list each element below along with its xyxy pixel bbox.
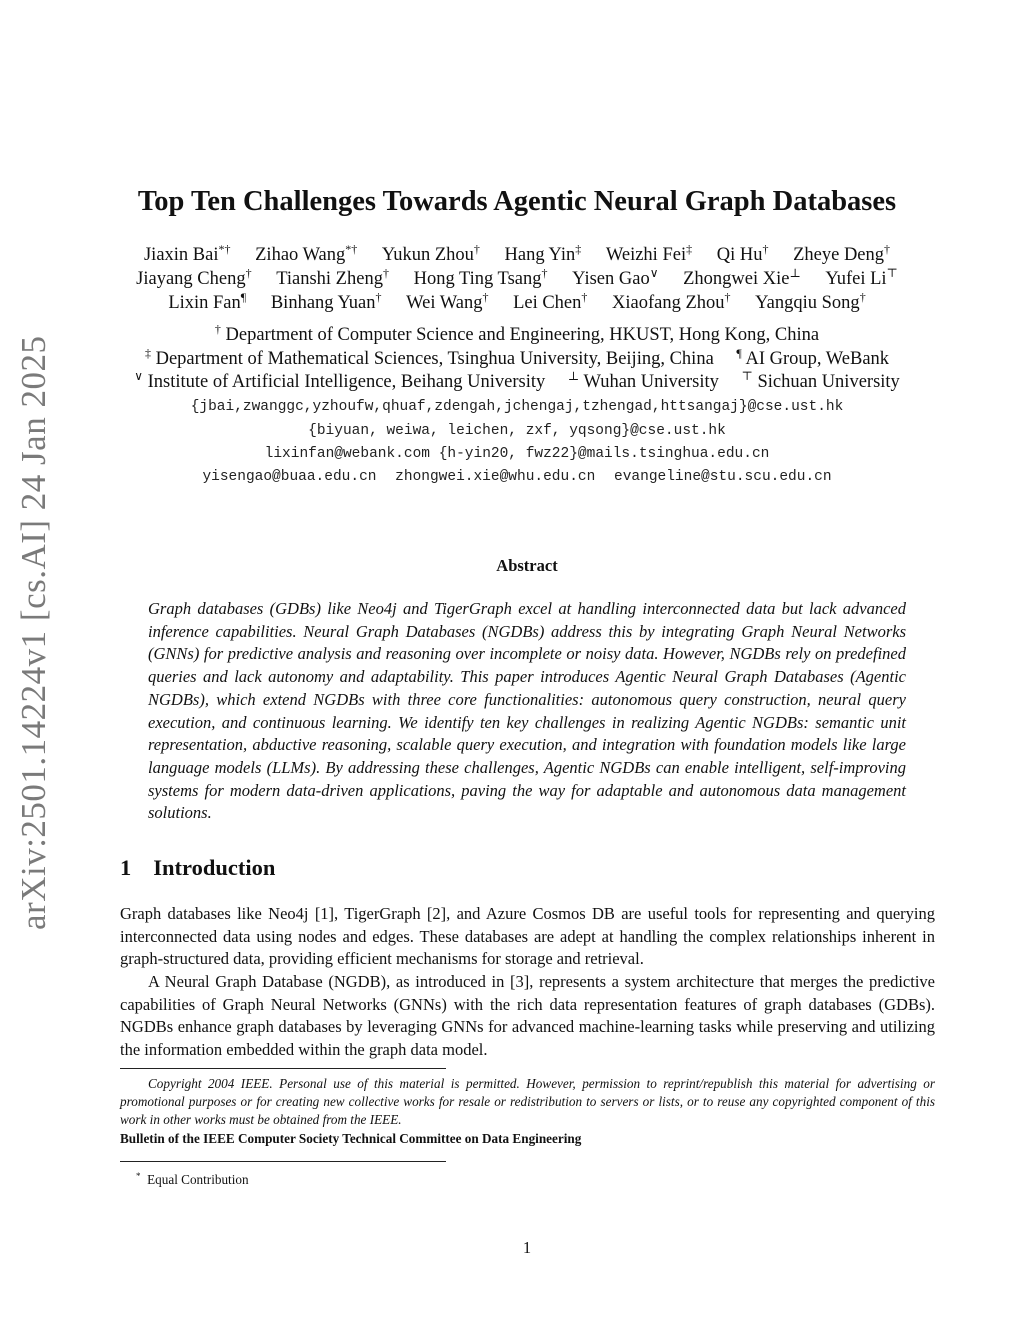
email-address: zhongwei.xie@whu.edu.cn [395,469,596,485]
body-paragraph: A Neural Graph Database (NGDB), as introduced in [3], represents a system architecture that merges the predictive capabilities of Graph Neural Networks (GNNs) with the rich data representation features of graph databases (GDBs). NGDBs enhance graph databases by leveraging GNNs for advanced machine-learning tasks while preserving and utilizing the information embedded within the graph data model. [120,972,935,1060]
author: Yangqiu Song† [755,290,866,313]
section-heading [120,855,275,881]
author: Lei Chen† [513,290,588,313]
author: Yisen Gao∨ [572,266,659,289]
email-address: lixinfan@webank.com [264,446,430,462]
author: Weizhi Fei‡ [605,242,693,265]
author: Hang Yin‡ [504,242,582,265]
author: Lixin Fan¶ [168,290,247,313]
author: Zheye Deng† [793,242,891,265]
author: Yukun Zhou† [381,242,480,265]
copyright-notice: Copyright 2004 IEEE. Personal use of this material is permitted. However, permission to reprint/republish this material for advertising or promotional purposes or for creating new collective works for resale or redistribution to servers or lists, or to reuse any copyrighted component of this work in other works must be obtained from the IEEE. [120,1076,935,1127]
email-address: {h-yin20, fwz22}@mails.tsinghua.edu.cn [438,446,770,462]
affiliation: ∨ Institute of Artificial Intelligence, Beihang University [134,369,546,392]
affiliation: ¶ AI Group, WeBank [736,346,890,369]
footnote: * Equal Contribution [136,1171,249,1187]
author: Hong Ting Tsang† [413,266,548,289]
author: Wei Wang† [406,290,489,313]
section-title: Introduction [153,855,276,880]
author: Jiayang Cheng† [136,266,252,289]
author: Qi Hu† [716,242,769,265]
abstract-heading: Abstract [496,556,558,575]
affiliation-line [100,322,934,346]
page-number: 1 [522,1238,532,1257]
email-address: {jbai,zwanggc,yzhoufw,qhuaf,zdengah,jchengaj,tzhengad,httsangaj}@cse.ust.hk [190,399,844,415]
email-line [100,469,934,485]
author-line [100,267,934,292]
affiliation-line [100,369,934,393]
email-address: evangeline@stu.scu.edu.cn [614,469,832,485]
author-line [100,243,934,268]
author: Zihao Wang*† [255,242,358,265]
email-address: yisengao@buaa.edu.cn [202,469,377,485]
affiliation: ‡ Department of Mathematical Sciences, Tsinghua University, Beijing, China [144,346,714,369]
author: Xiaofang Zhou† [612,290,731,313]
affiliation: ⊥ Wuhan University [567,369,719,392]
author: Binhang Yuan† [270,290,382,313]
email-line [100,446,934,462]
author: Jiaxin Bai*† [143,242,231,265]
affiliation: ⊤ Sichuan University [741,369,900,392]
affiliation-line [100,346,934,370]
author-line [100,291,934,316]
abstract-text: Graph databases (GDBs) like Neo4j and TigerGraph excel at handling interconnected data but lack advanced inference capabilities. Neural Graph Databases (NGDBs) address this by integrating Graph Neural Networks (GNNs) for predictive analysis and reasoning over incomplete or noisy data. However, NGDBs rely on predefined queries and lack autonomy and adaptability. This paper introduces Agentic Neural Graph Databases (Agentic NGDBs), which extend NGDBs with three core functionalities: autonomous query construction, neural query execution, and continuous learning. We identify ten key challenges in realizing Agentic NGDBs: semantic unit representation, abductive reasoning, scalable query execution, and integration with foundation models like large language models (LLMs). By addressing these challenges, Agentic NGDBs can enable intelligent, self-improving systems for modern data-driven applications, paving the way for adaptable and autonomous data management solutions. [148,599,906,823]
section-number: 1 [120,855,132,880]
author: Zhongwei Xie⊥ [683,266,801,289]
affiliation: † Department of Computer Science and Engineering, HKUST, Hong Kong, China [214,322,820,345]
paper-title: Top Ten Challenges Towards Agentic Neural Graph Databases [137,186,897,217]
email-line [100,423,934,439]
email-line [100,399,934,415]
body-paragraph: Graph databases like Neo4j [1], TigerGraph [2], and Azure Cosmos DB are useful tools for representing and querying interconnected data using nodes and edges. These databases are adept at handling the complex relationships inherent in graph-structured data, providing efficient mechanisms for storage and retrieval. [120,904,935,969]
author: Tianshi Zheng† [276,266,389,289]
footnote-rule [120,1161,446,1162]
bulletin-line: Bulletin of the IEEE Computer Society Technical Committee on Data Engineering [120,1131,582,1146]
author: Yufei Li⊤ [825,266,898,289]
footnote-rule [120,1068,446,1069]
email-address: {biyuan, weiwa, leichen, zxf, yqsong}@cse.ust.hk [308,423,726,439]
arxiv-identifier-stamp: arXiv:2501.14224v1 [cs.AI] 24 Jan 2025 [14,335,53,930]
